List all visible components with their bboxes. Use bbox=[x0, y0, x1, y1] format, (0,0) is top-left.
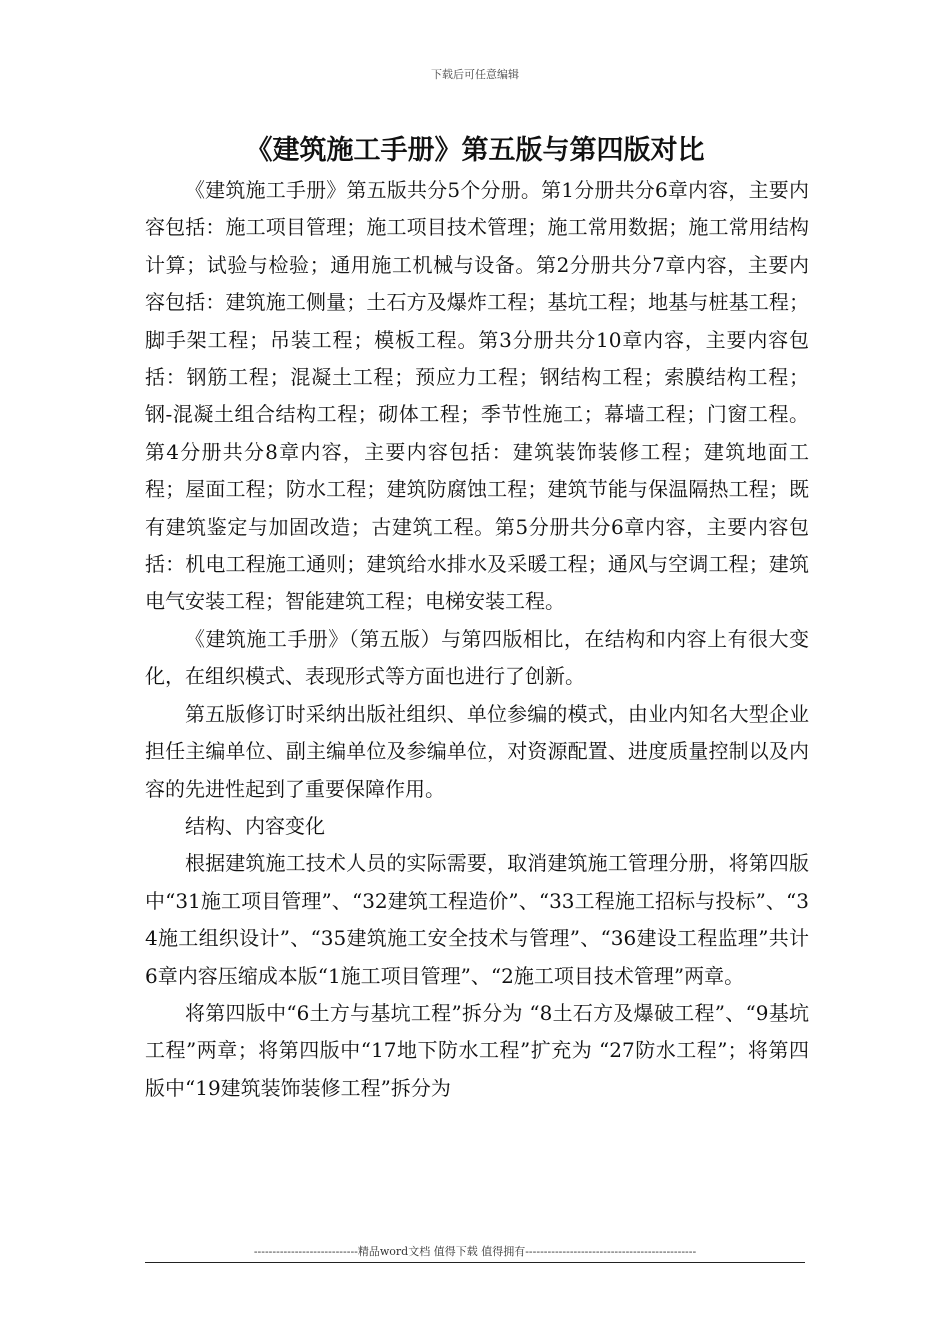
paragraph-revision-model: 第五版修订时采纳出版社组织、单位参编的模式，由业内知名大型企业担任主编单位、副主编单位及参编单位，对资源配置、进度质量控制以及内容的先进性起到了重要保障作用。 bbox=[145, 701, 809, 801]
page-footer-text: ----------------------------精品word文档 值得下载 值得拥有---------------------------------------------- bbox=[253, 1245, 697, 1258]
paragraph-volumes-overview: 《建筑施工手册》第五版共分5个分册。第1分册共分6章内容，主要内容包括：施工项目管理；施工项目技术管理；施工常用数据；施工常用结构计算；试验与检验；通用施工机械与设备。第2分册共分7章内容，主要内容包括：建筑施工侧量；土石方及爆炸工程；基坑工程；地基与桩基工程；脚手架工程；吊装工程；模板工程。第3分册共分10章内容，主要内容包括：钢筋工程；混凝土工程；预应力工程；钢结构工程；索膜结构工程；钢-混凝土组合结构工程；砌体工程；季节性施工；幕墙工程；门窗工程。第4分册共分8章内容，主要内容包括：建筑装饰装修工程；建筑地面工程；屋面工程；防水工程；建筑防腐蚀工程；建筑节能与保温隔热工程；既有建筑鉴定与加固改造；古建筑工程。第5分册共分6章内容，主要内容包括：机电工程施工通则；建筑给水排水及采暖工程；通风与空调工程；建筑电气安装工程；智能建筑工程；电梯安装工程。 bbox=[145, 178, 809, 614]
paragraph-chapter-split: 将第四版中“6土方与基坑工程”拆分为 “8土石方及爆破工程”、“9基坑工程”两章；将第四版中“17地下防水工程”扩充为 “27防水工程”；将第四版中“19建筑装饰装修工程”拆分为 bbox=[145, 1000, 809, 1100]
paragraph-edition-comparison: 《建筑施工手册》（第五版）与第四版相比，在结构和内容上有很大变化，在组织模式、表现形式等方面也进行了创新。 bbox=[145, 626, 809, 689]
footer-divider bbox=[145, 1262, 805, 1263]
page-header-note: 下载后可任意编辑 bbox=[431, 68, 519, 81]
document-title: 《建筑施工手册》第五版与第四版对比 bbox=[245, 135, 705, 166]
paragraph-section-heading: 结构、内容变化 bbox=[185, 813, 325, 838]
document-body bbox=[145, 172, 809, 1107]
paragraph-management-changes: 根据建筑施工技术人员的实际需要，取消建筑施工管理分册，将第四版中“31施工项目管理”、“32建筑工程造价”、“33工程施工招标与投标”、“34施工组织设计”、“35建筑施工安全技术与管理”、“36建设工程监理”共计6章内容压缩成本版“1施工项目管理”、“2施工项目技术管理”两章。 bbox=[145, 851, 809, 988]
